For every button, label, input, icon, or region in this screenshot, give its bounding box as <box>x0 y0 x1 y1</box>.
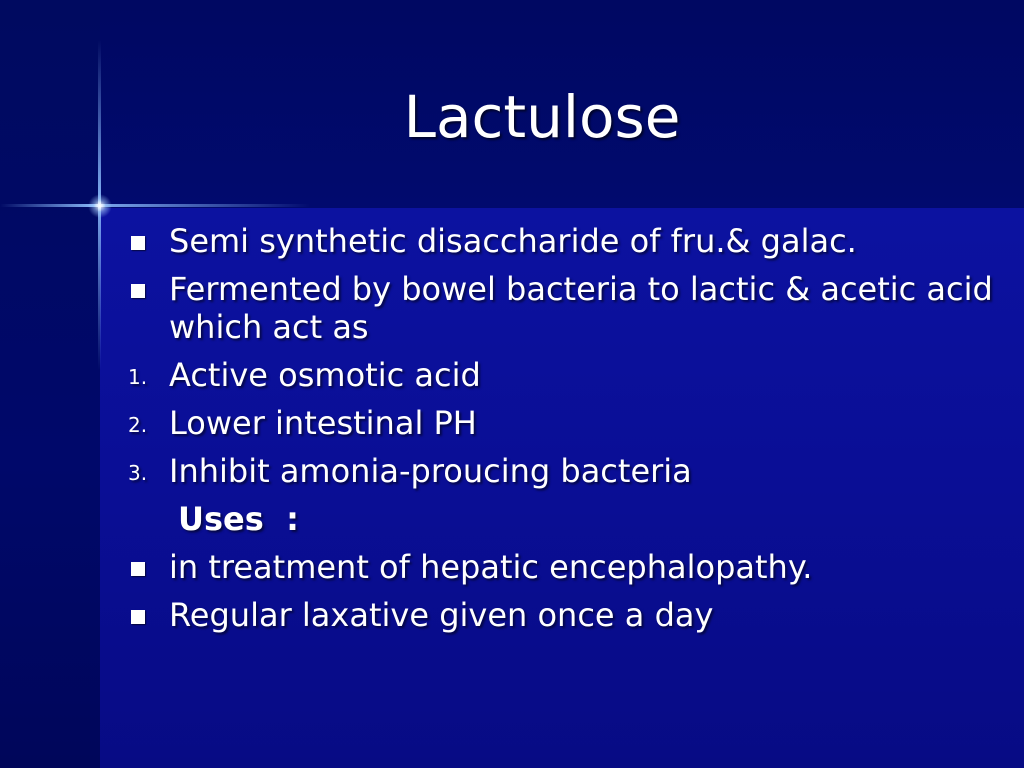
bullet-item <box>128 222 998 260</box>
square-bullet-icon <box>131 284 145 298</box>
list-number: 2. <box>128 413 148 437</box>
numbered-item <box>128 452 998 490</box>
slide-title: Lactulose <box>403 83 681 151</box>
list-number: 3. <box>128 461 148 485</box>
list-number: 1. <box>128 365 148 389</box>
square-bullet-icon <box>131 562 145 576</box>
numbered-text: Lower intestinal PH <box>169 404 477 442</box>
bullet-item <box>128 548 998 586</box>
bullet-item <box>128 596 998 634</box>
numbered-item <box>128 404 998 442</box>
square-bullet-icon <box>131 236 145 250</box>
numbered-item <box>128 356 998 394</box>
left-band <box>0 0 100 768</box>
glow-horizontal-line <box>0 204 310 207</box>
bullet-text: in treatment of hepatic encephalopathy. <box>169 548 813 586</box>
bullet-list <box>128 222 998 644</box>
uses-heading: Uses : <box>178 500 299 538</box>
bullet-text: Fermented by bowel bacteria to lactic & acetic acid which act as <box>169 270 993 346</box>
sparkle-decoration <box>88 194 112 218</box>
bullet-text: Regular laxative given once a day <box>169 596 714 634</box>
bullet-item <box>128 270 998 346</box>
bullet-text: Semi synthetic disaccharide of fru.& galac. <box>169 222 857 260</box>
square-bullet-icon <box>131 610 145 624</box>
numbered-text: Active osmotic acid <box>169 356 481 394</box>
numbered-text: Inhibit amonia-proucing bacteria <box>169 452 692 490</box>
